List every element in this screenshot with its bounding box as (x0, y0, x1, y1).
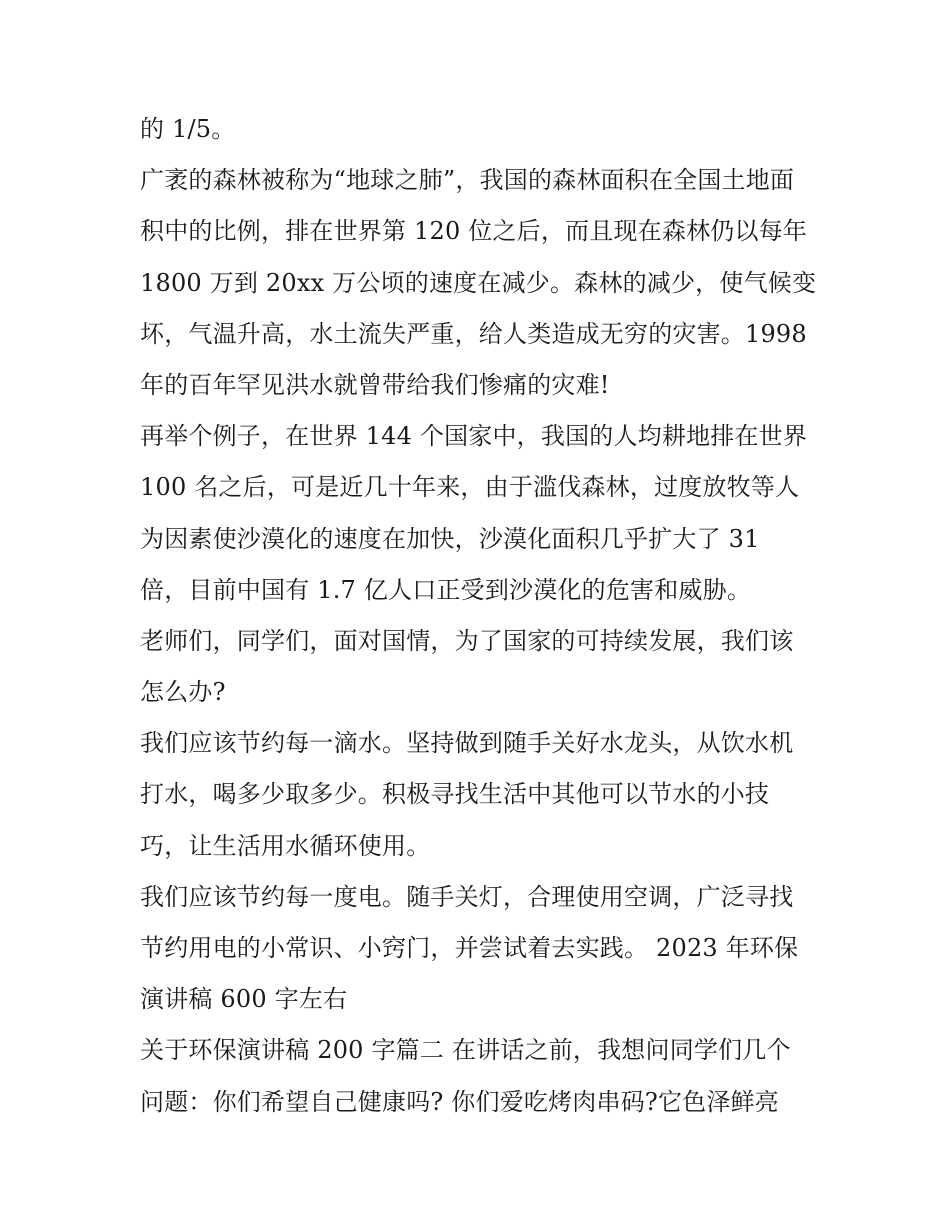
text-line: 1800 万到 20xx 万公顷的速度在减少。森林的减少，使气候变 (140, 268, 817, 297)
text-line: 问题：你们希望自己健康吗? 你们爱吃烤肉串码?它色泽鲜亮 (140, 1087, 779, 1116)
document-body (140, 107, 820, 1131)
text-line: 为因素使沙漠化的速度在加快，沙漠化面积几乎扩大了 31 (140, 524, 760, 553)
text-line: 我们应该节约每一度电。随手关灯，合理使用空调，广泛寻找 (140, 882, 794, 911)
text-line: 100 名之后，可是近几十年来，由于滥伐森林，过度放牧等人 (140, 473, 800, 502)
text-line: 倍，目前中国有 1.7 亿人口正受到沙漠化的危害和威胁。 (140, 575, 752, 604)
text-line: 的 1/5。 (140, 115, 236, 143)
text-line: 年的百年罕见洪水就曾带给我们惨痛的灾难! (140, 370, 610, 399)
text-line: 老师们，同学们，面对国情，为了国家的可持续发展，我们该 (140, 626, 794, 655)
text-line: 打水，喝多少取多少。积极寻找生活中其他可以节水的小技 (140, 780, 770, 809)
text-line: 坏，气温升高，水土流失严重，给人类造成无穷的灾害。1998 (140, 319, 807, 348)
text-line: 怎么办? (140, 678, 226, 707)
text-line: 关于环保演讲稿 200 字篇二 在讲话之前，我想问同学们几个 (140, 1036, 791, 1065)
text-line: 积中的比例，排在世界第 120 位之后，而且现在森林仍以每年 (140, 217, 808, 246)
text-line: 演讲稿 600 字左右 (140, 985, 348, 1014)
text-line: 巧，让生活用水循环使用。 (140, 831, 431, 860)
text-line: 我们应该节约每一滴水。坚持做到随手关好水龙头，从饮水机 (140, 729, 794, 758)
text-line: 再举个例子，在世界 144 个国家中，我国的人均耕地排在世界 (140, 422, 808, 451)
text-line: 广袤的森林被称为“地球之肺”，我国的森林面积在全国土地面 (140, 166, 795, 195)
text-line: 节约用电的小常识、小窍门，并尝试着去实践。 2023 年环保 (140, 934, 799, 962)
